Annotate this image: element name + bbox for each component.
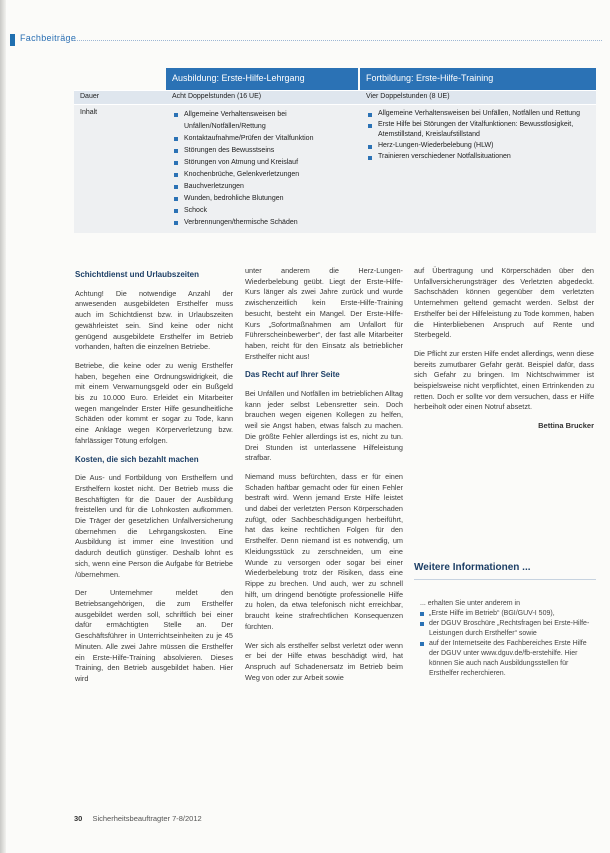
inhalt-ausbildung-list bbox=[166, 105, 358, 229]
column-header-ausbildung: Ausbildung: Erste-Hilfe-Lehrgang bbox=[166, 68, 358, 90]
paragraph: Die Aus- und Fortbildung von Ersthelfern und Ersthelfern kostet nicht. Der Betrieb muss die Beschäftigten für die Dauer der Ausbildung freistellen und für die Lohnkosten aufkommen. Die Träger der gesetzlichen Unfallversicherung übernehmen die Lehrgangskosten. Eine Ausbildung ist immer eine Investition und dadurch deutlich günstiger. Deshalb lohnt es sich, wenn eine Person die Aufgabe für Betriebe /übernehmen. bbox=[75, 473, 233, 579]
row-label: Dauer bbox=[80, 93, 100, 100]
table-row-inhalt bbox=[74, 104, 596, 233]
list-item: Knochenbrüche, Gelenkverletzungen bbox=[174, 169, 358, 181]
list-item: Störungen von Atmung und Kreislauf bbox=[174, 157, 358, 169]
paragraph: unter anderem die Herz-Lungen-Wiederbelebung geübt. Liegt der Erste-Hilfe-Kurs länger als zwei Jahre zurück und wurde zwischenzeitlich kein Erste-Hilfe-Training besucht, besteht ein Mangel. Der Erste-Hilfe-Kurs „Sofortmaßnahmen am Unfallort für Führerscheinbewerber“, der fast alle Mitarbeiter haben, reicht für den Einsatz als betrieblicher Ersthelfer nicht aus! bbox=[245, 266, 403, 361]
inhalt-fortbildung bbox=[360, 105, 596, 233]
page-edge bbox=[0, 0, 6, 853]
list-item: Herz-Lungen-Wiederbelebung (HLW) bbox=[368, 141, 596, 151]
column-header-fortbildung: Fortbildung: Erste-Hilfe-Training bbox=[360, 68, 596, 90]
list-item: auf der Internetseite des Fachbereiches Erste Hilfe der DGUV unter www.dguv.de/fb-erstehilfe. Hier können Sie auch nach Ausbildungsstellen für Ersthelfer recherchieren. bbox=[420, 639, 596, 679]
subheading: Schichtdienst und Urlaubszeiten bbox=[75, 270, 200, 279]
dauer-fortbildung: Vier Doppelstunden (8 UE) bbox=[366, 93, 450, 100]
info-box bbox=[414, 562, 596, 800]
section-marker bbox=[10, 34, 15, 46]
paragraph: Niemand muss befürchten, dass er für einen Schaden haftbar gemacht oder für einen Fehler bestraft wird. Wenn jemand Erste Hilfe leistet und dabei der verletzten Person Körperschaden zufügt, oder Sachbeschädigungen herbeiführt, hat das keine rechtlichen Folgen für den Ersthelfer. Denn niemand ist es notwendig, um Kleidungsstück zu zerschneiden, um eine Wunde zu versorgen oder sogar bei einer Wiederbelebung trotz der Risiken, dass eine Rippe zu brechen. Und auch, wer zu schnell hilft, um dringend benötigte professionelle Hilfe zu holen, da etwa telefonisch nicht erreichbar, braucht keine strafrechtlichen Konsequenzen fürchten. bbox=[245, 471, 403, 631]
table-row-dauer bbox=[74, 90, 596, 104]
page-number: 30 bbox=[74, 814, 83, 823]
paragraph: Betriebe, die keine oder zu wenig Ersthelfer haben, begehen eine Ordnungswidrigkeit, die mit einem Verwarnungsgeld oder ein Bußgeld bis zu 10.000 Euro. Erleidet ein Mitarbeiter wegen mangelnder Erster Hilfe gesundheitliche Schäden oder kommt er sogar zu Tode, kann eine Anklage wegen Körperverletzung bzw. fahrlässiger Tötung erfolgen. bbox=[75, 360, 233, 445]
article-column-2 bbox=[245, 266, 403, 691]
list-item: Wunden, bedrohliche Blutungen bbox=[174, 193, 358, 205]
list-item: Allgemeine Verhaltensweisen bei Unfällen, Notfällen und Rettung bbox=[368, 109, 596, 119]
inhalt-fortbildung-list bbox=[360, 105, 596, 162]
list-item: Kontaktaufnahme/Prüfen der Vitalfunktion bbox=[174, 133, 358, 145]
list-item: Trainieren verschiedener Notfallsituationen bbox=[368, 152, 596, 162]
page-footer bbox=[74, 814, 202, 823]
article-column-3 bbox=[414, 266, 594, 432]
list-item: Erste Hilfe bei Störungen der Vitalfunktionen: Bewusstlosigkeit, Atemstillstand, Kreislaufstillstand bbox=[368, 120, 596, 140]
paragraph: Achtung! Die notwendige Anzahl der anwesenden ausgebildeten Ersthelfer muss auch im Schichtdienst bzw. in Urlaubszeiten gewährleistet sein. Sind keine oder nicht genügend ausgebildete Ersthelfer im Betrieb vorhanden, haften die einzelnen Betriebe. bbox=[75, 288, 233, 352]
subheading: Kosten, die sich bezahlt machen bbox=[75, 454, 199, 464]
info-list bbox=[414, 609, 596, 679]
section-title: Fachbeiträge bbox=[20, 33, 77, 43]
paragraph: auf Übertragung und Körperschäden über den Unfallversicherungsträger des Verletzten abgedeckt. Sachschäden können gegenüber dem verletzten Unternehmen geltend gemacht werden. Selbst der Ersthelfer bei der Hilfeleistung zu Tode kommen, haben die Hinterbliebenen Anspruch auf Rente und Sterbegeld. bbox=[414, 266, 594, 340]
article-column-1 bbox=[75, 268, 233, 693]
table-header-row bbox=[74, 68, 596, 90]
list-item: Schock bbox=[174, 205, 358, 217]
paragraph: Wer sich als ersthelfer selbst verletzt oder wenn er bei der Hilfe etwas beschädigt wird, hat Anspruch auf Schadenersatz im Betrieb beim Weg von oder zur Arbeit sowie bbox=[245, 640, 403, 682]
list-item: Allgemeine Verhaltensweisen bei Unfällen/Notfällen/Rettung bbox=[174, 109, 358, 133]
list-item: Störungen des Bewusstseins bbox=[174, 145, 358, 157]
list-item: der DGUV Broschüre „Rechtsfragen bei Erste-Hilfe-Leistungen durch Ersthelfer“ sowie bbox=[420, 619, 596, 639]
paragraph: Die Pflicht zur ersten Hilfe endet allerdings, wenn diese bereits zumutbarer Gefahr gerät. Beispiel dafür, dass sich Gefahr zu bringen. Im Nichtschwimmer ist beispielsweise nicht verpflichtet, einen Ertrinkenden zu retten. Doch er sollte vor dem versuchen, dass er Hilfe herbeiholt oder einen Notruf absetzt. bbox=[414, 348, 594, 412]
paragraph: Der Unternehmer meldet den Betriebsangehörigen, die zum Ersthelfer ausgebildet werden soll, schriftlich bei einer dafür ermächtigten Stelle an. Der Geschäftsführer in Unterrichtseinheiten zu je 45 Minuten. Alle zwei Jahre müssen die Ersthelfer ein Erste-Hilfe-Training absolvieren. Dieses Training, den Betrieb ausgebildet haben. Hier wird bbox=[75, 588, 233, 683]
author-byline: Bettina Brucker bbox=[538, 421, 594, 431]
dauer-ausbildung: Acht Doppelstunden (16 UE) bbox=[172, 93, 262, 100]
list-item: Verbrennungen/thermische Schäden bbox=[174, 217, 358, 229]
publication-name: Sicherheitsbeauftragter 7-8/2012 bbox=[92, 814, 202, 823]
info-lead: ... erhalten Sie unter anderem in bbox=[420, 600, 521, 607]
list-item: Bauchverletzungen bbox=[174, 181, 358, 193]
subheading: Das Recht auf Ihrer Seite bbox=[245, 370, 340, 380]
paragraph: Bei Unfällen und Notfällen im betrieblichen Alltag kann jeder selbst Lebensretter sein. Doch brauchen wegen eigenen Kollegen zu helfen, weil sie Angst haben, etwas falsch zu machen. Die größte Fehler allerdings ist es, nicht zu tun. Drei Stunden ist unterlassene Hilfeleistung strafbar. bbox=[245, 389, 403, 463]
training-table bbox=[74, 68, 596, 233]
info-title: Weitere Informationen ... bbox=[414, 562, 596, 580]
row-label: Inhalt bbox=[80, 109, 98, 116]
header-rule bbox=[66, 40, 602, 41]
list-item: „Erste Hilfe im Betrieb“ (BGI/GUV-I 509), bbox=[420, 609, 596, 619]
inhalt-ausbildung bbox=[166, 105, 358, 233]
